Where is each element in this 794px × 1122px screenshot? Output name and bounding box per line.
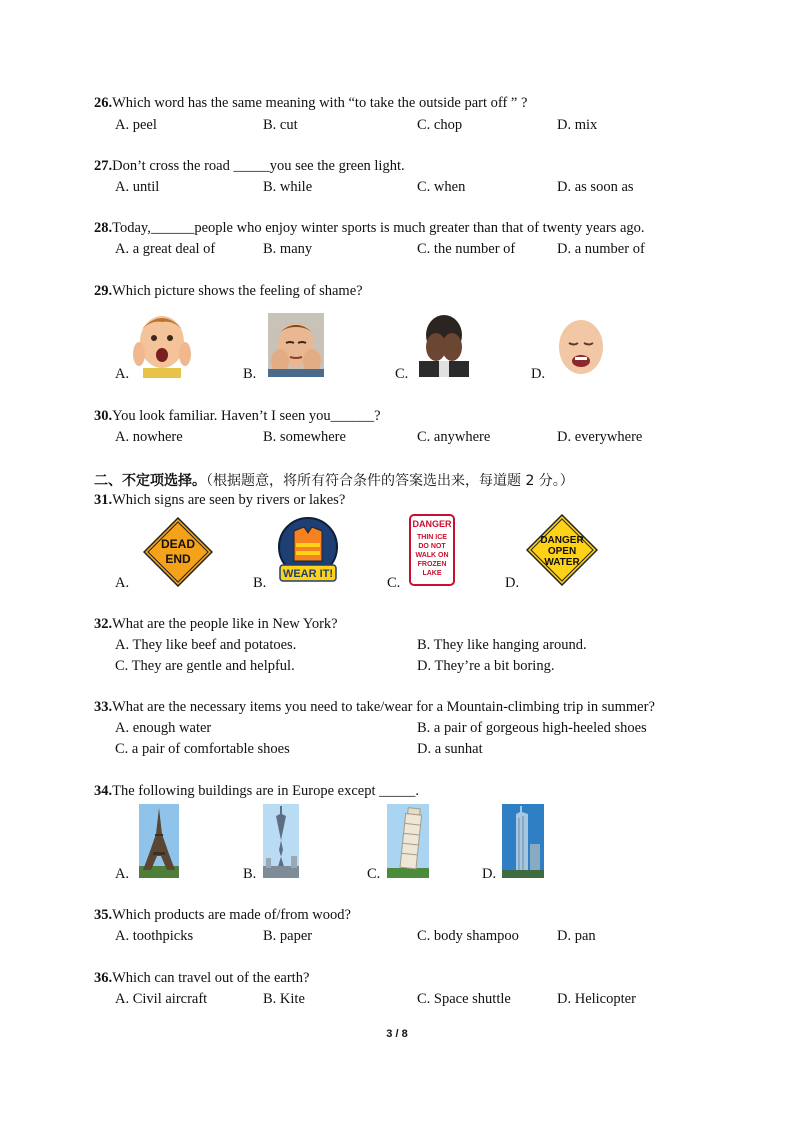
question-stem: Which can travel out of the earth? <box>112 970 310 986</box>
question-stem: You look familiar. Haven’t I seen you______? <box>112 408 381 424</box>
option-c[interactable]: C. a pair of comfortable shoes <box>115 741 290 757</box>
option-d[interactable]: D. <box>482 866 497 882</box>
sign-text: WATER <box>544 557 580 568</box>
surprised-boy-image[interactable] <box>133 308 191 378</box>
option-b[interactable]: B. a pair of gorgeous high-heeled shoes <box>417 720 647 736</box>
question-28 <box>94 220 645 237</box>
page-number: 3 / 8 <box>386 1028 408 1040</box>
question-number: 31. <box>94 492 113 508</box>
dead-end-sign[interactable] <box>143 517 213 587</box>
crying-boy-image[interactable] <box>553 313 609 379</box>
question-33 <box>94 699 655 716</box>
option-c[interactable]: C. <box>395 366 409 382</box>
option-b[interactable]: B. paper <box>263 928 313 944</box>
sign-text: DANGER <box>412 519 452 529</box>
sign-text: LAKE <box>422 570 442 577</box>
sign-text: WALK ON <box>415 552 449 559</box>
life-jacket-sign[interactable] <box>276 517 340 583</box>
option-d[interactable]: D. a sunhat <box>417 741 483 757</box>
eiffel-tower-image[interactable] <box>139 804 179 878</box>
question-26 <box>94 95 527 112</box>
canton-tower-image[interactable] <box>263 804 299 878</box>
question-34 <box>94 783 419 800</box>
option-b[interactable]: B. <box>243 366 257 382</box>
question-31 <box>94 492 345 509</box>
question-stem: Don’t cross the road _____you see the green light. <box>112 158 405 174</box>
question-number: 28. <box>94 220 113 236</box>
option-d[interactable]: D. pan <box>557 928 596 944</box>
option-c[interactable]: C. when <box>417 179 466 195</box>
option-a[interactable]: A. a great deal of <box>115 241 216 257</box>
question-number: 35. <box>94 907 113 923</box>
option-b[interactable]: B. somewhere <box>263 429 346 445</box>
question-32 <box>94 616 338 633</box>
question-number: 26. <box>94 95 113 111</box>
question-stem: Today,______people who enjoy winter sports is much greater than that of twenty years ago. <box>112 220 645 236</box>
danger-open-water-sign[interactable] <box>526 514 598 586</box>
bored-boy-image[interactable] <box>268 313 324 377</box>
option-c[interactable]: C. <box>367 866 381 882</box>
question-36 <box>94 970 309 987</box>
option-a[interactable]: A. enough water <box>115 720 212 736</box>
option-a[interactable]: A. Civil aircraft <box>115 991 208 1007</box>
option-a[interactable]: A. They like beef and potatoes. <box>115 637 297 653</box>
section-heading <box>94 470 574 490</box>
option-d[interactable]: D. a number of <box>557 241 645 257</box>
option-b[interactable]: B. They like hanging around. <box>417 637 587 653</box>
question-number: 30. <box>94 408 113 424</box>
option-a[interactable]: A. <box>115 866 130 882</box>
sign-text: THIN ICE <box>417 534 447 541</box>
option-c[interactable]: C. They are gentle and helpful. <box>115 658 295 674</box>
question-stem: What are the people like in New York? <box>112 616 338 632</box>
option-c[interactable]: C. the number of <box>417 241 516 257</box>
question-number: 29. <box>94 283 113 299</box>
option-a[interactable]: A. <box>115 575 130 591</box>
option-a[interactable]: A. until <box>115 179 160 195</box>
question-29 <box>94 283 363 300</box>
option-d[interactable]: D. as soon as <box>557 179 634 195</box>
section-note: （根据题意，将所有符合条件的答案选出来，每道题 2 分。） <box>206 473 574 489</box>
question-stem: The following buildings are in Europe except _____. <box>112 783 419 799</box>
question-stem: Which word has the same meaning with “to take the outside part off ” ? <box>112 95 528 111</box>
option-c[interactable]: C. chop <box>417 117 463 133</box>
sign-text: WEAR IT! <box>282 568 334 580</box>
option-a[interactable]: A. <box>115 366 130 382</box>
question-number: 32. <box>94 616 113 632</box>
option-b[interactable]: B. <box>253 575 267 591</box>
option-d[interactable]: D. <box>531 366 546 382</box>
option-c[interactable]: C. Space shuttle <box>417 991 511 1007</box>
thin-ice-sign[interactable] <box>409 514 455 586</box>
question-stem: What are the necessary items you need to take/wear for a Mountain-climbing trip in summer? <box>112 699 655 715</box>
question-30 <box>94 408 381 425</box>
sign-text: DO NOT <box>418 543 446 550</box>
option-b[interactable]: B. Kite <box>263 991 305 1007</box>
option-a[interactable]: A. peel <box>115 117 157 133</box>
option-b[interactable]: B. many <box>263 241 313 257</box>
question-27 <box>94 158 405 175</box>
option-d[interactable]: D. They’re a bit boring. <box>417 658 555 674</box>
option-b[interactable]: B. cut <box>263 117 298 133</box>
question-stem: Which products are made of/from wood? <box>112 907 351 923</box>
question-number: 34. <box>94 783 113 799</box>
option-d[interactable]: D. mix <box>557 117 598 133</box>
option-c[interactable]: C. anywhere <box>417 429 491 445</box>
option-c[interactable]: C. body shampoo <box>417 928 519 944</box>
question-number: 27. <box>94 158 113 174</box>
section-title: 二、不定项选择。 <box>94 473 206 489</box>
sign-text: FROZEN <box>417 561 447 568</box>
skyscraper-image[interactable] <box>502 804 544 878</box>
leaning-tower-image[interactable] <box>387 804 429 878</box>
option-c[interactable]: C. <box>387 575 401 591</box>
ashamed-person-image[interactable] <box>419 313 469 377</box>
sign-text: END <box>165 552 191 566</box>
question-number: 33. <box>94 699 113 715</box>
option-d[interactable]: D. <box>505 575 520 591</box>
option-b[interactable]: B. while <box>263 179 313 195</box>
option-a[interactable]: A. toothpicks <box>115 928 194 944</box>
question-stem: Which signs are seen by rivers or lakes? <box>112 492 346 508</box>
option-b[interactable]: B. <box>243 866 257 882</box>
sign-text: DEAD <box>160 537 196 551</box>
sign-text: OPEN <box>547 546 577 557</box>
question-number: 36. <box>94 970 113 986</box>
option-a[interactable]: A. nowhere <box>115 429 183 445</box>
sign-text: DANGER <box>540 535 584 546</box>
question-35 <box>94 907 351 924</box>
option-d[interactable]: D. everywhere <box>557 429 643 445</box>
question-stem: Which picture shows the feeling of shame? <box>112 283 363 299</box>
option-d[interactable]: D. Helicopter <box>557 991 636 1007</box>
